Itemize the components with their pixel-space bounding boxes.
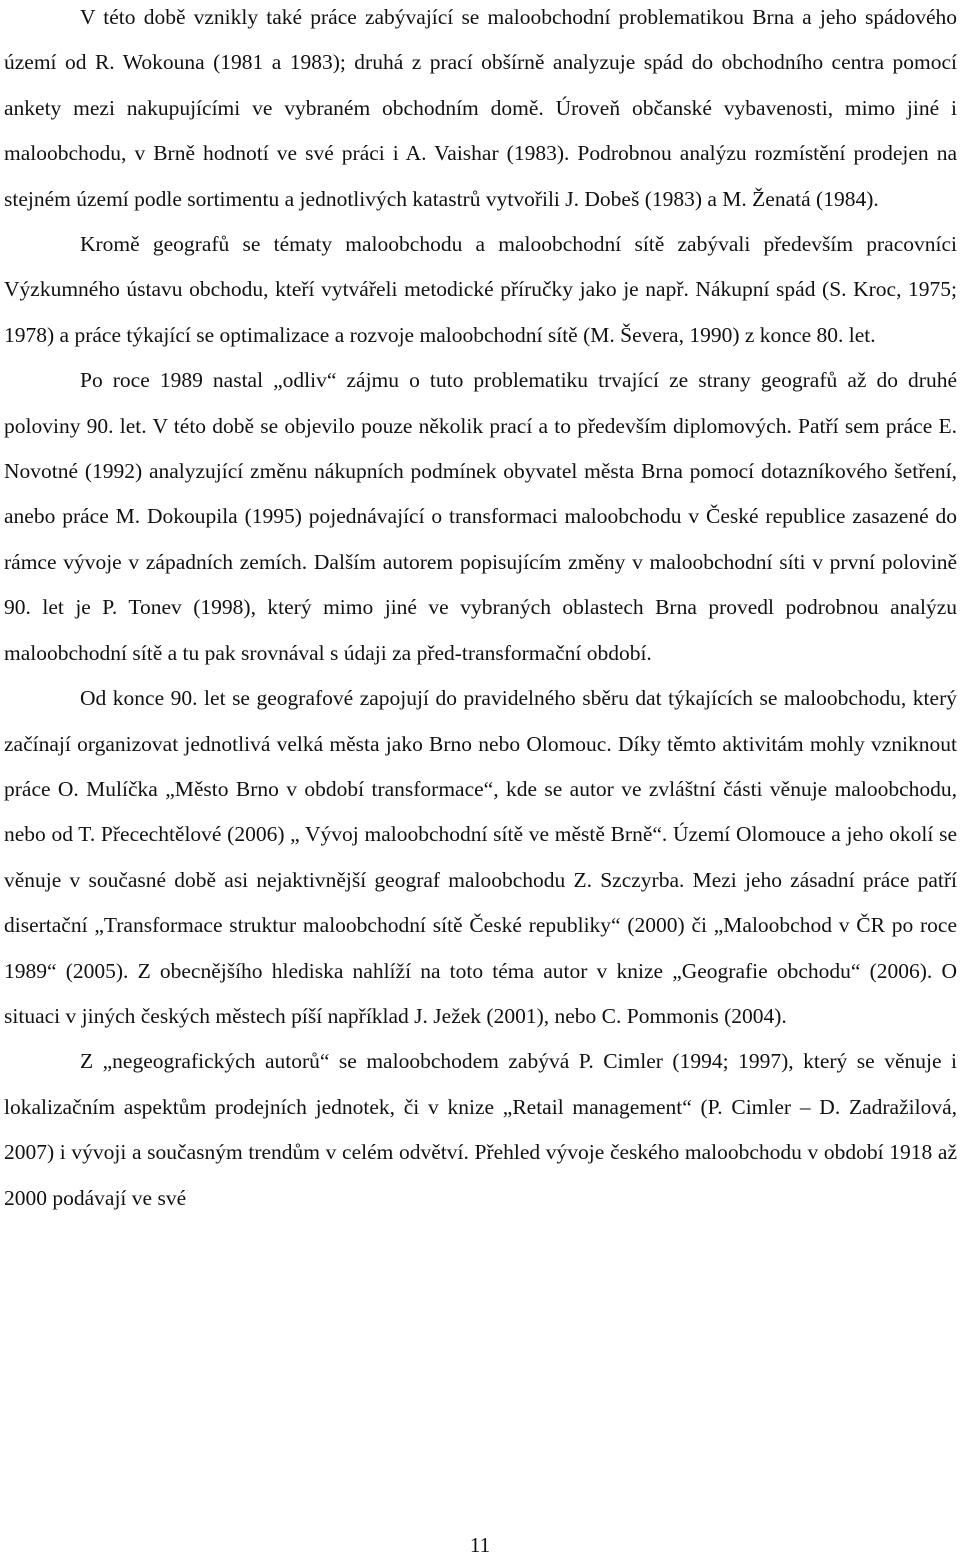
paragraph-5: Z „negeografických autorů“ se maloobchodem zabývá P. Cimler (1994; 1997), který se věnuje i lokalizačním aspektům prodejních jednotek, či v knize „Retail management“ (P. Cimler – D. Zadražilová, 2007) i vývoji a současným trendům v celém odvětví. Přehled vývoje českého maloobchodu v období 1918 až 2000 podávají ve své [4, 1049, 957, 1210]
paragraph-2: Kromě geografů se tématy maloobchodu a maloobchodní sítě zabývali především pracovníci Výzkumného ústavu obchodu, kteří vytvářeli metodické příručky jako je např. Nákupní spád (S. Kroc, 1975; 1978) a práce týkající se optimalizace a rozvoje maloobchodní sítě (M. Ševera, 1990) z konce 80. let. [4, 232, 957, 347]
paragraph-3: Po roce 1989 nastal „odliv“ zájmu o tuto problematiku trvající ze strany geografů až do druhé poloviny 90. let. V této době se objevilo pouze několik prací a to především diplomových. Patří sem práce E. Novotné (1992) analyzující změnu nákupních podmínek obyvatel města Brna pomocí dotazníkového šetření, anebo práce M. Dokoupila (1995) pojednávající o transformaci maloobchodu v České republice zasazené do rámce vývoje v západních zemích. Dalším autorem popisujícím změny v maloobchodní síti v první polovině 90. let je P. Tonev (1998), který mimo jiné ve vybraných oblastech Brna provedl podrobnou analýzu maloobchodní sítě a tu pak srovnával s údaji za před-transformační období. [4, 368, 957, 665]
paragraph-1: V této době vznikly také práce zabývající se maloobchodní problematikou Brna a jeho spádového území od R. Wokouna (1981 a 1983); druhá z prací obšírně analyzuje spád do obchodního centra pomocí ankety mezi nakupujícími ve vybraném obchodním domě. Úroveň občanské vybavenosti, mimo jiné i maloobchodu, v Brně hodnotí ve své práci i A. Vaishar (1983). Podrobnou analýzu rozmístění prodejen na stejném území podle sortimentu a jednotlivých katastrů vytvořili J. Dobeš (1983) a M. Ženatá (1984). [4, 5, 957, 211]
page-number: 11 [469, 1533, 491, 1557]
paragraph-4: Od konce 90. let se geografové zapojují do pravidelného sběru dat týkajících se maloobchodu, který začínají organizovat jednotlivá velká města jako Brno nebo Olomouc. Díky těmto aktivitám mohly vzniknout práce O. Mulíčka „Město Brno v období transformace“, kde se autor ve zvláštní části věnuje maloobchodu, nebo od T. Přecechtělové (2006) „ Vývoj maloobchodní sítě ve městě Brně“. Území Olomouce a jeho okolí se věnuje v současné době asi nejaktivnější geograf maloobchodu Z. Szczyrba. Mezi jeho zásadní práce patří disertační „Transformace struktur maloobchodní sítě České republiky“ (2000) či „Maloobchod v ČR po roce 1989“ (2005). Z obecnějšího hlediska nahlíží na toto téma autor v knize „Geografie obchodu“ (2006). O situaci v jiných českých městech píší například J. Ježek (2001), nebo C. Pommonis (2004). [4, 686, 957, 1028]
document-page [4, 0, 957, 1221]
